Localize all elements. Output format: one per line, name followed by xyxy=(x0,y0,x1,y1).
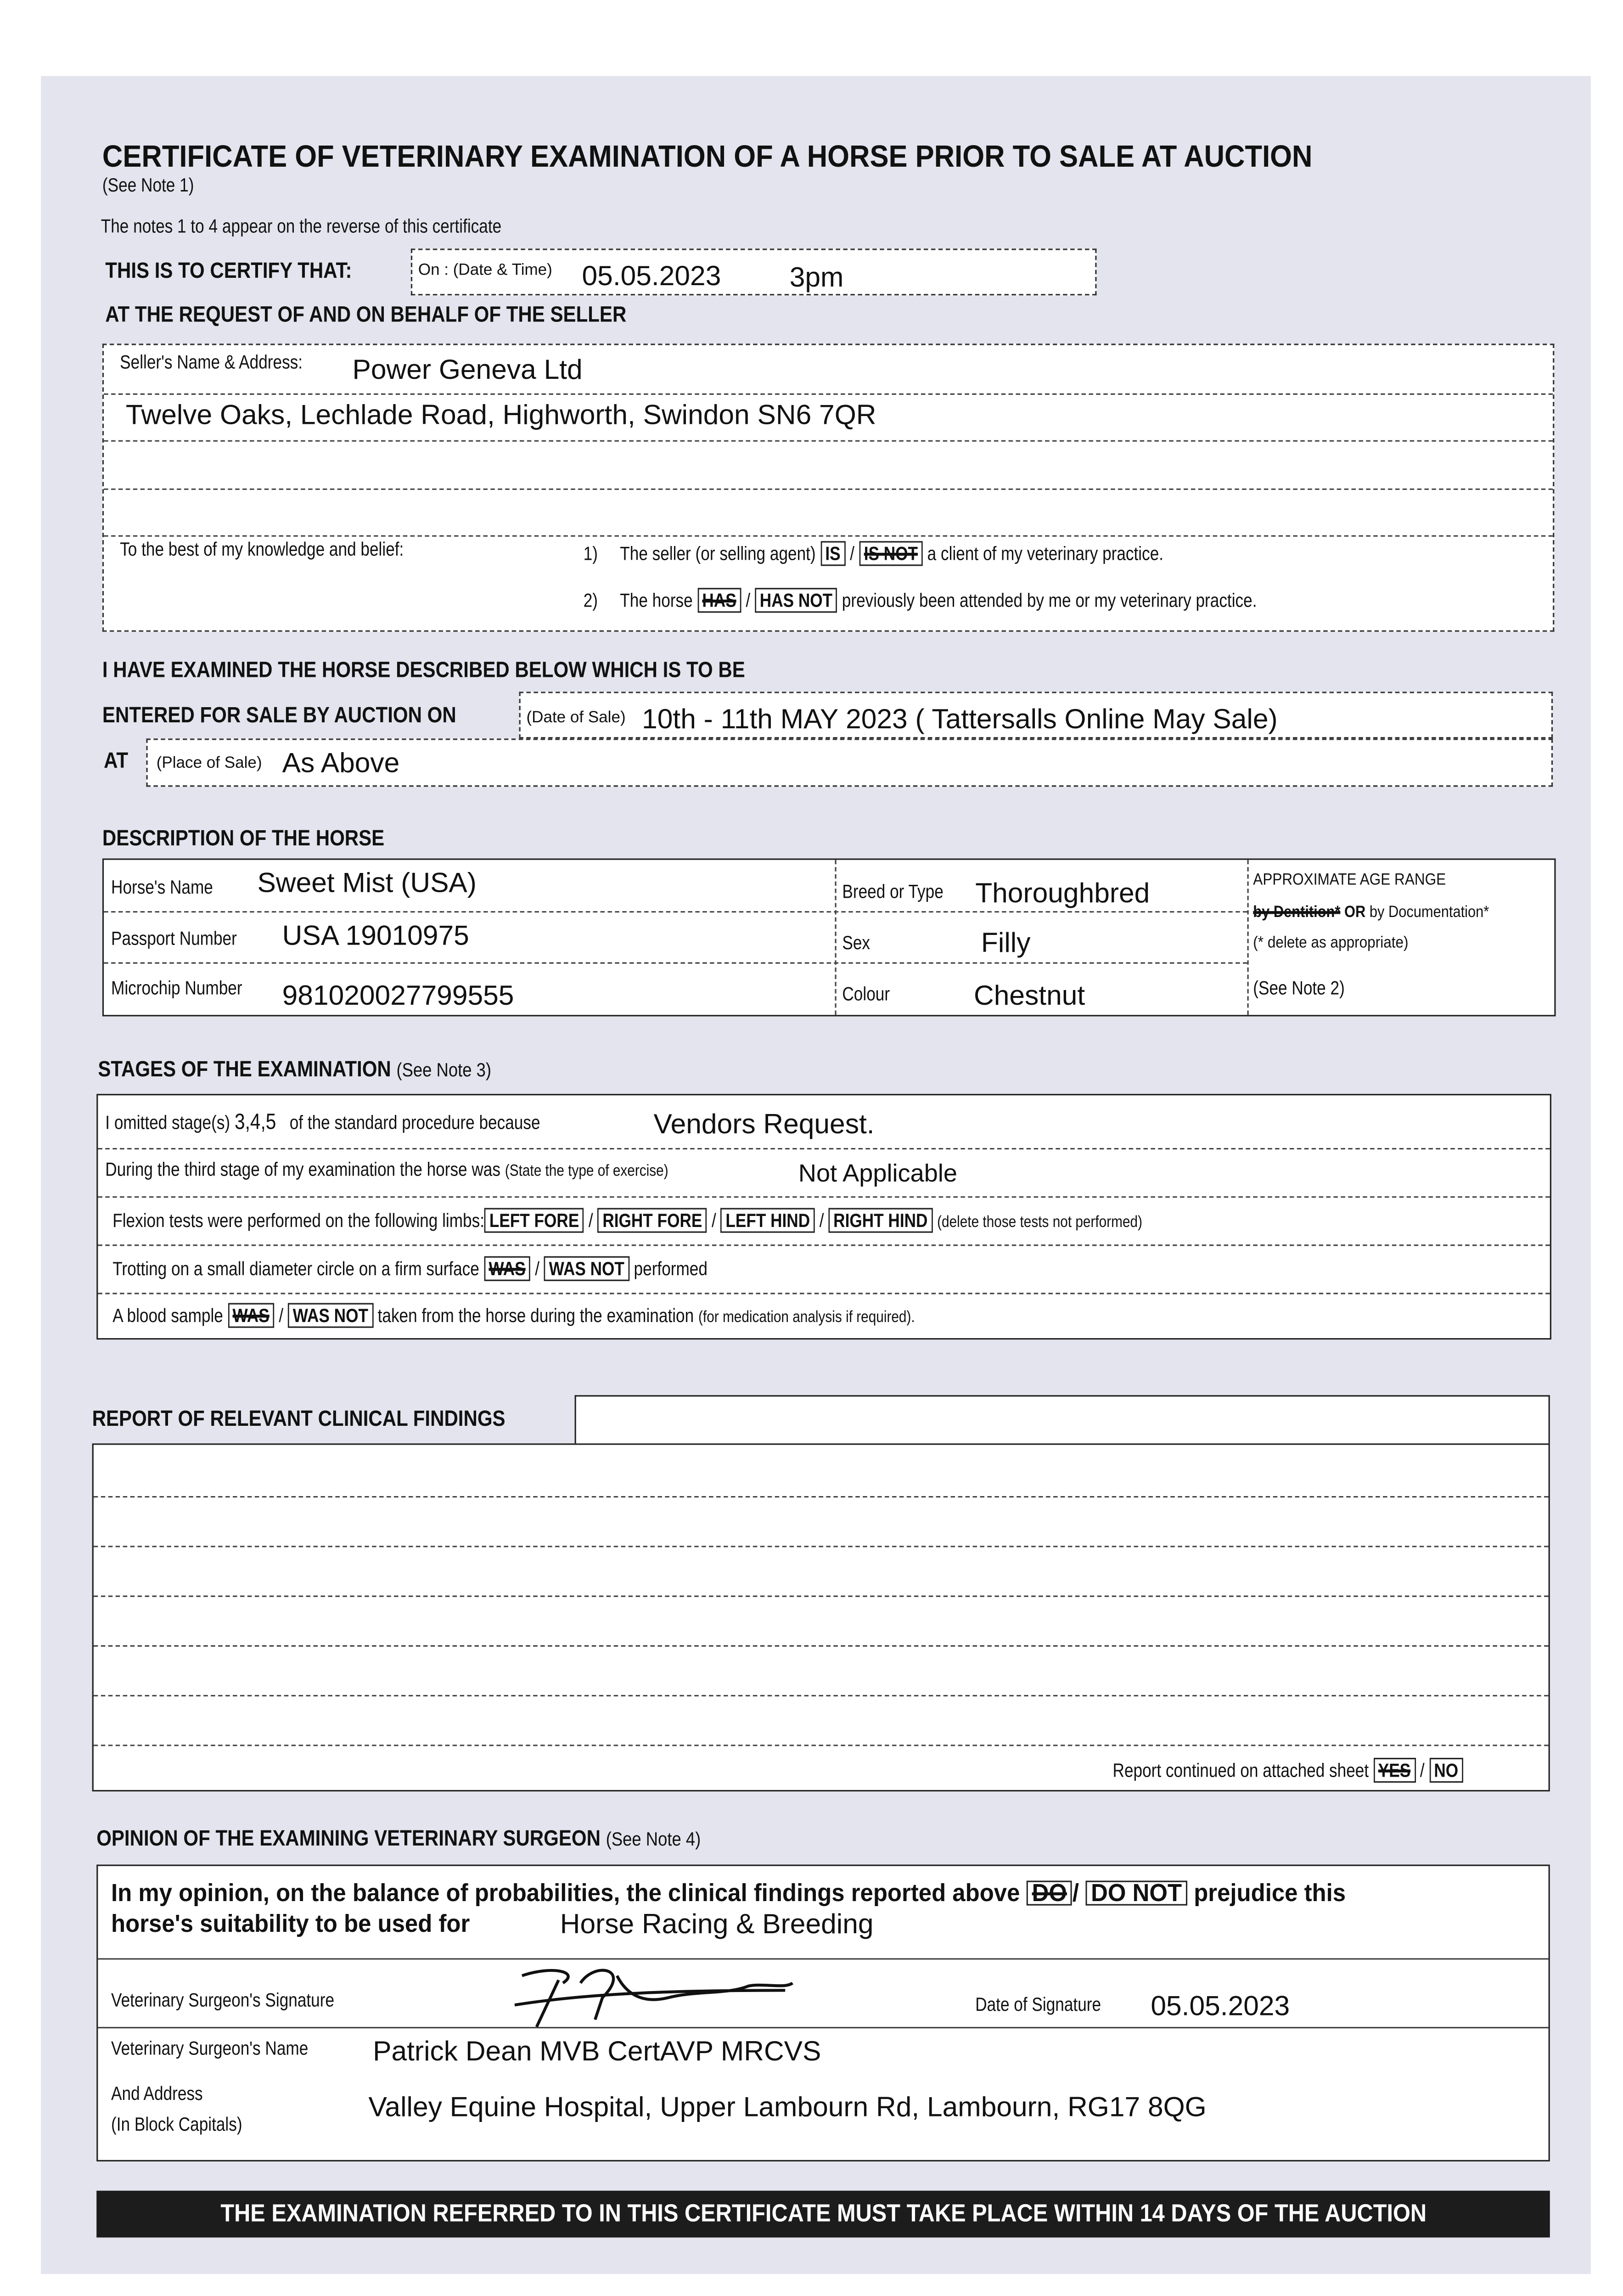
trot-was-deleted[interactable]: WAS xyxy=(484,1256,531,1281)
sale-date-label: (Date of Sale) xyxy=(526,709,626,727)
seller-label: Seller's Name & Address: xyxy=(120,351,303,373)
statement-text: a client of my veterinary practice. xyxy=(927,542,1164,565)
report-findings-area[interactable] xyxy=(92,1443,1550,1791)
trot-was-not[interactable]: WAS NOT xyxy=(544,1256,629,1281)
separator: / xyxy=(1420,1759,1425,1781)
limb-right-hind[interactable]: RIGHT HIND xyxy=(828,1208,932,1233)
limb-left-fore[interactable]: LEFT FORE xyxy=(484,1208,584,1233)
description-heading: DESCRIPTION OF THE HORSE xyxy=(102,826,385,851)
report-heading: REPORT OF RELEVANT CLINICAL FINDINGS xyxy=(92,1407,505,1432)
breed: Thoroughbred xyxy=(975,879,1150,910)
exam-time: 3pm xyxy=(789,263,844,294)
see-note-2: (See Note 2) xyxy=(1253,977,1345,999)
opinion-do-deleted[interactable]: DO xyxy=(1027,1881,1073,1906)
omitted-mid: of the standard procedure because xyxy=(289,1111,540,1134)
horse-name-label: Horse's Name xyxy=(111,876,213,898)
report-line[interactable] xyxy=(94,1546,1549,1597)
statement-text: The seller (or selling agent) xyxy=(620,542,816,565)
blood-label: A blood sample xyxy=(112,1304,223,1327)
opinion-text-suitability: horse's suitability to be used for xyxy=(111,1910,470,1938)
sex-label: Sex xyxy=(842,931,870,954)
report-line[interactable] xyxy=(94,1445,1549,1497)
entered-label: ENTERED FOR SALE BY AUCTION ON xyxy=(102,703,456,728)
horse-description-table xyxy=(102,858,1556,1016)
sale-place-field[interactable] xyxy=(146,738,1553,787)
flexion-text: Flexion tests were performed on the following limbs: LEFT FORE / RIGHT FORE / LEFT HIND / RIGHT HIND (delete those tests not performed) xyxy=(112,1208,1142,1233)
sale-place-label: (Place of Sale) xyxy=(156,754,262,772)
knowledge-label: To the best of my knowledge and belief: xyxy=(120,538,404,560)
stages-table xyxy=(96,1094,1551,1339)
limb-left-hind[interactable]: LEFT HIND xyxy=(721,1208,815,1233)
signature-date: 05.05.2023 xyxy=(1151,1992,1290,2023)
option-has-not[interactable]: HAS NOT xyxy=(755,588,837,613)
age-range-heading: APPROXIMATE AGE RANGE xyxy=(1253,872,1446,889)
report-line[interactable] xyxy=(94,1645,1549,1696)
seller-name: Power Geneva Ltd xyxy=(352,355,583,386)
third-stage-row xyxy=(98,1148,1550,1198)
exam-date: 05.05.2023 xyxy=(582,262,721,293)
seller-address-row-blank[interactable] xyxy=(104,440,1553,490)
opinion-heading-text: OPINION OF THE EXAMINING VETERINARY SURGEON xyxy=(96,1826,601,1851)
third-stage-value: Not Applicable xyxy=(798,1159,957,1187)
footer-banner xyxy=(96,2191,1550,2238)
see-note-4: (See Note 4) xyxy=(606,1828,701,1850)
seller-section xyxy=(102,343,1554,631)
third-stage-label: During the third stage of my examination the horse was xyxy=(105,1158,500,1181)
opinion-heading xyxy=(96,1827,701,1851)
certify-label: THIS IS TO CERTIFY THAT: xyxy=(105,259,352,284)
blood-sample-row xyxy=(98,1293,1550,1341)
continued-yes-deleted[interactable]: YES xyxy=(1373,1758,1415,1783)
seller-address-row[interactable] xyxy=(104,394,1553,442)
option-has-deleted[interactable]: HAS xyxy=(697,588,741,613)
statement-text: The horse xyxy=(620,589,693,612)
certificate-title: CERTIFICATE OF VETERINARY EXAMINATION OF A HORSE PRIOR TO SALE AT AUCTION xyxy=(102,140,1313,174)
opinion-text: In my opinion, on the balance of probabilities, the clinical findings reported above xyxy=(111,1879,1020,1907)
omitted-row xyxy=(98,1095,1550,1149)
age-by-documentation[interactable]: by Documentation* xyxy=(1369,904,1489,922)
report-continued-label: Report continued on attached sheet xyxy=(1112,1759,1369,1781)
blood-note: (for medication analysis if required). xyxy=(698,1309,915,1327)
blood-post: taken from the horse during the examination xyxy=(377,1304,694,1327)
report-line-top[interactable] xyxy=(575,1395,1550,1445)
date-time-field[interactable] xyxy=(411,248,1097,295)
flexion-row xyxy=(98,1196,1550,1246)
see-note-3: (See Note 3) xyxy=(396,1058,492,1081)
report-line[interactable] xyxy=(94,1496,1549,1547)
statement-client xyxy=(584,541,1163,566)
at-label: AT xyxy=(104,748,129,774)
statement-attended xyxy=(584,588,1257,613)
intended-use: Horse Racing & Breeding xyxy=(560,1910,874,1941)
examined-heading: I HAVE EXAMINED THE HORSE DESCRIBED BELOW WHICH IS TO BE xyxy=(102,658,745,683)
signature-label: Veterinary Surgeon's Signature xyxy=(111,1989,335,2011)
age-range-options xyxy=(1253,904,1489,921)
signature-date-label: Date of Signature xyxy=(975,1993,1101,2015)
age-or: OR xyxy=(1344,904,1366,922)
third-stage-text xyxy=(105,1158,668,1180)
trotting-label: Trotting on a small diameter circle on a firm surface xyxy=(112,1257,479,1280)
opinion-do-not[interactable]: DO NOT xyxy=(1085,1881,1187,1906)
request-heading: AT THE REQUEST OF AND ON BEHALF OF THE SELLER xyxy=(105,303,627,328)
omitted-label: I omitted stage(s) xyxy=(105,1111,230,1134)
see-note-1: (See Note 1) xyxy=(102,174,194,196)
omitted-stages: 3,4,5 xyxy=(234,1110,276,1135)
separator: / xyxy=(850,542,855,565)
flexion-note: (delete those tests not performed) xyxy=(937,1214,1143,1232)
blood-text: A blood sample WAS / WAS NOT taken from the horse during the examination (for medication analysis if required). xyxy=(112,1303,915,1328)
statement-text: previously been attended by me or my veterinary practice. xyxy=(842,589,1257,612)
breed-label: Breed or Type xyxy=(842,880,943,902)
microchip-label: Microchip Number xyxy=(111,977,242,999)
continued-no[interactable]: NO xyxy=(1429,1758,1463,1783)
trotting-post: performed xyxy=(634,1257,708,1280)
omitted-reason: Vendors Request. xyxy=(653,1110,875,1141)
seller-address-row-blank[interactable] xyxy=(104,489,1553,537)
stages-heading-text: STAGES OF THE EXAMINATION xyxy=(98,1057,391,1082)
flexion-label: Flexion tests were performed on the following limbs: xyxy=(112,1209,484,1232)
sale-date-value: 10th - 11th MAY 2023 ( Tattersalls Online May Sale) xyxy=(642,705,1278,736)
vet-name-label: Veterinary Surgeon's Name xyxy=(111,2037,309,2060)
seller-address: Twelve Oaks, Lechlade Road, Highworth, Swindon SN6 7QR xyxy=(125,400,876,432)
address-label: And Address xyxy=(111,2082,203,2105)
seller-name-row[interactable] xyxy=(104,345,1553,395)
vet-signature xyxy=(493,1954,800,2034)
trotting-text: Trotting on a small diameter circle on a firm surface WAS / WAS NOT performed xyxy=(112,1256,708,1281)
colour-label: Colour xyxy=(842,983,890,1005)
blood-was-not[interactable]: WAS NOT xyxy=(288,1303,373,1328)
option-is[interactable]: IS xyxy=(820,541,846,566)
opinion-statement: In my opinion, on the balance of probabilities, the clinical findings reported above DO / DO NOT prejudice this xyxy=(111,1879,1346,1907)
footer-text: THE EXAMINATION REFERRED TO IN THIS CERTIFICATE MUST TAKE PLACE WITHIN 14 DAYS OF THE AUCTION xyxy=(220,2199,1426,2228)
limb-right-fore[interactable]: RIGHT FORE xyxy=(597,1208,707,1233)
opinion-box xyxy=(96,1864,1550,2161)
passport-label: Passport Number xyxy=(111,927,237,949)
age-delete-note: (* delete as appropriate) xyxy=(1253,934,1409,952)
sale-place-value: As Above xyxy=(282,748,400,780)
colour: Chestnut xyxy=(974,981,1085,1012)
stages-heading xyxy=(98,1058,491,1082)
blood-was-deleted[interactable]: WAS xyxy=(228,1303,275,1328)
third-stage-small: (State the type of exercise) xyxy=(505,1162,668,1181)
notes-line: The notes 1 to 4 appear on the reverse of this certificate xyxy=(101,215,502,237)
horse-name: Sweet Mist (USA) xyxy=(257,868,477,900)
vet-name: Patrick Dean MVB CertAVP MRCVS xyxy=(373,2037,821,2068)
omitted-text xyxy=(105,1110,540,1135)
report-line[interactable] xyxy=(94,1596,1549,1647)
separator: / xyxy=(746,589,751,612)
microchip-number: 981020027799555 xyxy=(282,981,514,1012)
statement-number: 1) xyxy=(583,542,598,565)
trotting-row xyxy=(98,1244,1550,1294)
option-is-not-deleted[interactable]: IS NOT xyxy=(859,541,923,566)
passport-number: USA 19010975 xyxy=(282,921,469,952)
statement-number: 2) xyxy=(583,589,598,612)
opinion-text: prejudice this xyxy=(1194,1879,1346,1907)
sale-date-field[interactable] xyxy=(519,692,1553,738)
date-time-label: On : (Date & Time) xyxy=(418,262,552,280)
vet-address: Valley Equine Hospital, Upper Lambourn Rd, Lambourn, RG17 8QG xyxy=(368,2093,1207,2124)
address-label-block: (In Block Capitals) xyxy=(111,2113,242,2135)
report-continued xyxy=(1113,1758,1463,1783)
sex: Filly xyxy=(981,929,1031,960)
report-line[interactable] xyxy=(94,1695,1549,1746)
age-by-dentition-deleted[interactable]: by Dentition* xyxy=(1253,904,1341,922)
